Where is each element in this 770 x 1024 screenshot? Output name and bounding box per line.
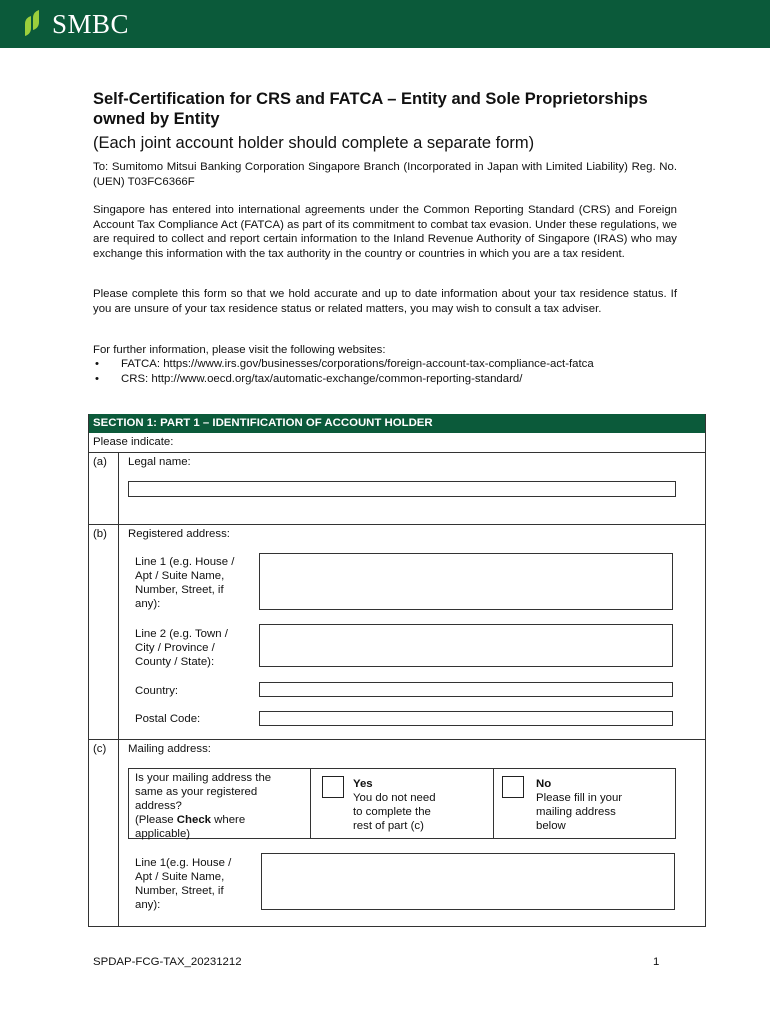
mailing-address-label: Mailing address: bbox=[128, 743, 211, 755]
label-line: Line 2 (e.g. Town / bbox=[135, 628, 228, 640]
reg-line1-label bbox=[135, 555, 234, 611]
intro-paragraph: Singapore has entered into international agreements under the Common Reporting Standard (CRS) and Foreign Account Tax Compliance Act (FATCA) as part of its commitment to combat tax evasion. Under these regulations, we are required to collect and report certain information to the Inland Revenue Authority of Singapore (IRAS) who may exchange this information with the tax authority in the country or countries in which you are a tax resident. bbox=[93, 204, 677, 260]
label-line bbox=[135, 813, 271, 827]
row-c-label: (c) bbox=[93, 743, 107, 755]
question-divider bbox=[310, 769, 311, 838]
label-line: Is your mailing address the bbox=[135, 772, 272, 784]
check-bold: Check bbox=[176, 814, 211, 826]
check-suffix: where bbox=[211, 814, 246, 826]
row-divider bbox=[88, 739, 706, 740]
country-label: Country: bbox=[135, 685, 179, 697]
label-line: Please fill in your bbox=[536, 792, 623, 804]
brand-name: SMBC bbox=[52, 9, 130, 39]
addressee-text: To: Sumitomo Mitsui Banking Corporation Singapore Branch (Incorporated in Japan with Limited Liability) Reg. No. (UEN) T03FC6366F bbox=[93, 161, 677, 188]
label-line: to complete the bbox=[353, 806, 431, 818]
section1-header: SECTION 1: PART 1 – IDENTIFICATION OF ACCOUNT HOLDER bbox=[88, 414, 705, 433]
bullet-icon: • bbox=[95, 358, 99, 370]
row-divider bbox=[88, 524, 706, 525]
no-option bbox=[536, 777, 622, 833]
label-line: City / Province / bbox=[135, 642, 215, 654]
label-line: Line 1(e.g. House / bbox=[135, 857, 232, 869]
label-line: any): bbox=[135, 598, 161, 610]
mailing-question-text bbox=[135, 771, 271, 841]
label-line: below bbox=[536, 820, 566, 832]
label-line: You do not need bbox=[353, 792, 436, 804]
list-item bbox=[93, 372, 594, 387]
label-line: Number, Street, if bbox=[135, 885, 224, 897]
crs-link[interactable]: CRS: http://www.oecd.org/tax/automatic-exchange/common-reporting-standard/ bbox=[121, 373, 523, 385]
label-line: same as your registered bbox=[135, 786, 258, 798]
row-divider bbox=[88, 452, 706, 453]
list-item bbox=[93, 357, 594, 372]
further-info-lead: For further information, please visit the following websites: bbox=[93, 344, 386, 356]
reg-line2-input[interactable] bbox=[259, 624, 673, 667]
page-number: 1 bbox=[653, 956, 660, 968]
table-right-border bbox=[705, 414, 706, 926]
legal-name-label: Legal name: bbox=[128, 456, 191, 468]
question-divider bbox=[493, 769, 494, 838]
yes-label: Yes bbox=[353, 778, 373, 790]
label-line: Number, Street, if bbox=[135, 584, 224, 596]
no-checkbox[interactable] bbox=[502, 776, 524, 798]
label-line: County / State): bbox=[135, 656, 215, 668]
label-line: applicable) bbox=[135, 828, 191, 840]
fatca-link[interactable]: FATCA: https://www.irs.gov/businesses/corporations/foreign-account-tax-compliance-act-fatca bbox=[121, 358, 594, 370]
table-bottom-border bbox=[88, 926, 706, 927]
bullet-icon: • bbox=[95, 373, 99, 385]
yes-checkbox[interactable] bbox=[322, 776, 344, 798]
reg-line2-label bbox=[135, 627, 228, 669]
label-line: rest of part (c) bbox=[353, 820, 424, 832]
brand-header bbox=[0, 0, 770, 48]
postal-code-label: Postal Code: bbox=[135, 713, 201, 725]
country-input[interactable] bbox=[259, 682, 673, 697]
label-line: any): bbox=[135, 899, 161, 911]
page-subtitle: (Each joint account holder should complete a separate form) bbox=[93, 134, 535, 152]
label-line: Apt / Suite Name, bbox=[135, 570, 225, 582]
label-line: mailing address bbox=[536, 806, 616, 818]
please-indicate-label: Please indicate: bbox=[93, 436, 174, 448]
label-line: Line 1 (e.g. House / bbox=[135, 556, 235, 568]
mail-line1-label bbox=[135, 856, 231, 912]
row-b-label: (b) bbox=[93, 528, 107, 540]
form-code: SPDAP-FCG-TAX_20231212 bbox=[93, 956, 242, 968]
label-line: address? bbox=[135, 800, 182, 812]
table-left-border bbox=[88, 414, 89, 926]
no-label: No bbox=[536, 778, 552, 790]
page-title: Self-Certification for CRS and FATCA – Entity and Sole Proprietorships owned by Entity bbox=[93, 90, 648, 128]
row-a-label: (a) bbox=[93, 456, 107, 468]
website-list bbox=[93, 357, 594, 387]
label-line: Apt / Suite Name, bbox=[135, 871, 225, 883]
mail-line1-input[interactable] bbox=[261, 853, 675, 910]
postal-code-input[interactable] bbox=[259, 711, 673, 726]
check-prefix: (Please bbox=[135, 814, 177, 826]
registered-address-label: Registered address: bbox=[128, 528, 230, 540]
yes-option bbox=[353, 777, 436, 833]
instruction-paragraph: Please complete this form so that we hold accurate and up to date information about your tax residence status. If you are unsure of your tax residence status or related matters, you may wish to consult a tax adviser. bbox=[93, 288, 677, 315]
legal-name-input[interactable] bbox=[128, 481, 676, 497]
reg-line1-input[interactable] bbox=[259, 553, 673, 610]
smbc-logo-icon bbox=[22, 10, 44, 38]
